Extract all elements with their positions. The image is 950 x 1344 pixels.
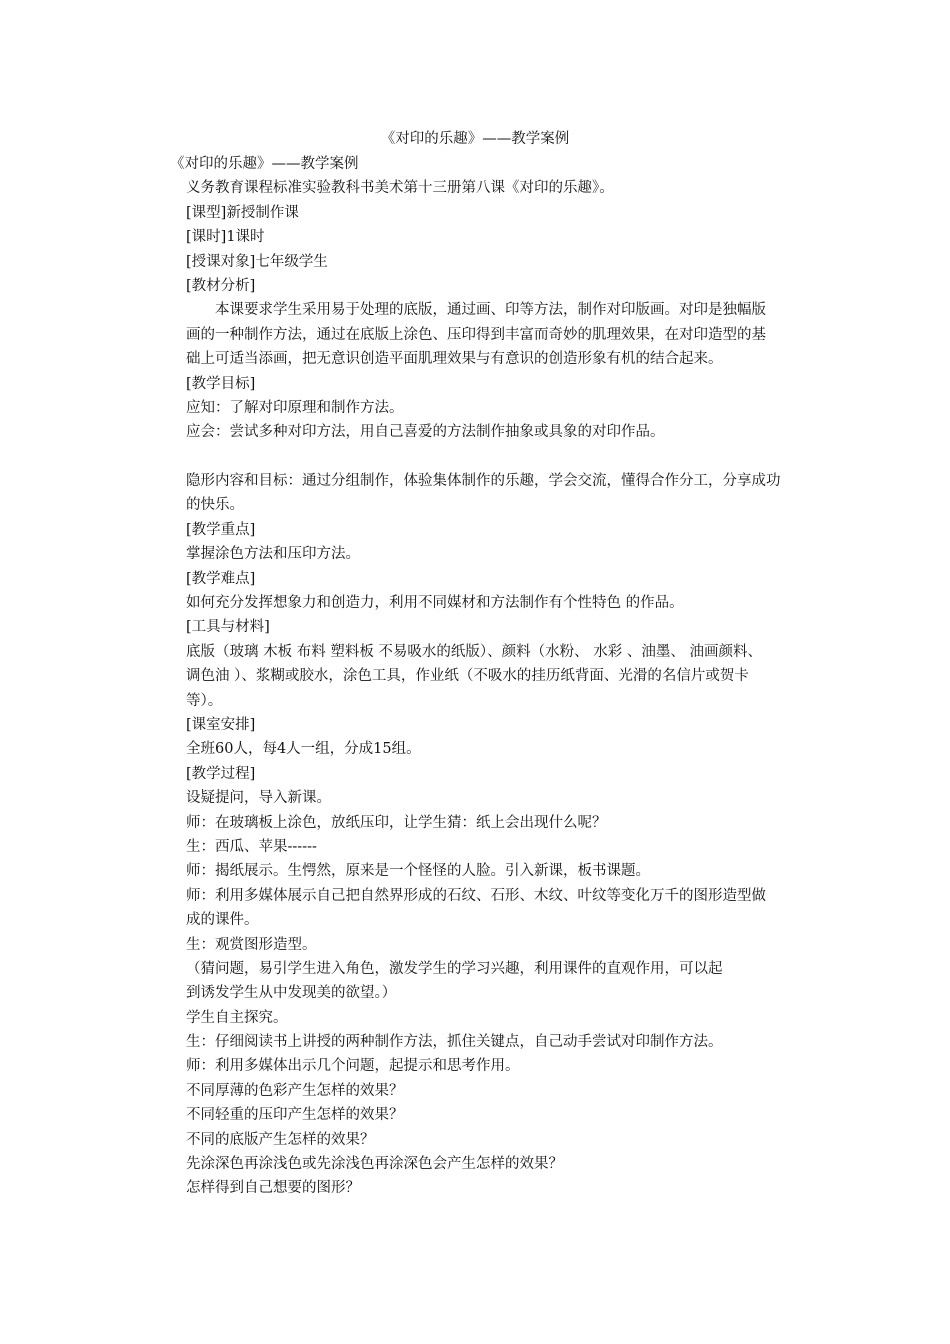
blank-line bbox=[168, 445, 818, 469]
section-heading: [教学目标] bbox=[186, 375, 256, 392]
text-line: 设疑提问，导入新课。 bbox=[186, 790, 331, 807]
text-line: （猜问题，易引学生进入角色，激发学生的学习兴趣，利用课件的直观作用，可以起 bbox=[186, 960, 723, 977]
text-line: 师：利用多媒体展示自己把自然界形成的石纹、石形、木纹、叶纹等变化万千的图形造型做 bbox=[186, 887, 766, 904]
document-title: 《对印的乐趣》——教学案例 bbox=[380, 131, 570, 147]
paragraph-line: 画的一种制作方法，通过在底版上涂色、压印得到丰富而奇妙的肌理效果，在对印造型的基 bbox=[186, 326, 766, 343]
text-line: 生：仔细阅读书上讲授的两种制作方法，抓住关键点，自己动手尝试对印制作方法。 bbox=[186, 1034, 723, 1051]
text-line: 掌握涂色方法和压印方法。 bbox=[186, 546, 360, 563]
section-heading: [教学重点] bbox=[186, 521, 256, 538]
text-line: [课型]新授制作课 bbox=[186, 204, 299, 221]
text-line: 到诱发学生从中发现美的欲望。） bbox=[186, 985, 397, 1002]
text-line: [课时]1课时 bbox=[186, 229, 265, 246]
text-line: 隐形内容和目标：通过分组制作，体验集体制作的乐趣，学会交流，懂得合作分工，分享成功 bbox=[186, 473, 781, 490]
section-heading: [课室安排] bbox=[186, 716, 256, 733]
text-line: 生：观赏图形造型。 bbox=[186, 936, 317, 953]
text-line: 师：在玻璃板上涂色，放纸压印，让学生猜：纸上会出现什么呢？ bbox=[186, 814, 607, 831]
text-line: 调色油 ）、浆糊或胶水，涂色工具，作业纸（不吸水的挂历纸背面、光滑的名信片或贺卡 bbox=[186, 668, 749, 685]
text-line: 应会：尝试多种对印方法，用自己喜爱的方法制作抽象或具象的对印作品。 bbox=[186, 424, 665, 441]
text-line: 应知：了解对印原理和制作方法。 bbox=[186, 399, 404, 416]
text-line: 成的课件。 bbox=[186, 912, 259, 929]
text-line: 等）。 bbox=[186, 692, 223, 709]
text-line: 义务教育课程标准实验教科书美术第十三册第八课《对印的乐趣》。 bbox=[186, 180, 614, 197]
paragraph-line: 本课要求学生采用易于处理的底版，通过画、印等方法，制作对印版画。对印是独幅版 bbox=[215, 302, 766, 319]
text-line: 怎样得到自己想要的图形？ bbox=[186, 1180, 360, 1197]
document-subtitle: 《对印的乐趣》——教学案例 bbox=[170, 156, 359, 172]
text-line: 全班60人，每4人一组，分成15组。 bbox=[186, 741, 421, 758]
text-line: 如何充分发挥想象力和创造力，利用不同媒材和方法制作有个性特色 的作品。 bbox=[186, 595, 684, 612]
text-line: 不同的底版产生怎样的效果？ bbox=[186, 1131, 375, 1148]
text-line: 师：揭纸展示。生愕然，原来是一个怪怪的人脸。引入新课，板书课题。 bbox=[186, 863, 650, 880]
document-body bbox=[168, 152, 818, 1201]
text-line: [授课对象]七年级学生 bbox=[186, 253, 328, 270]
text-line: 底版（玻璃 木板 布料 塑料板 不易吸水的纸版）、颜料（水粉、 水彩 、油墨、 油画颜料、 bbox=[186, 643, 763, 660]
paragraph-line: 础上可适当添画，把无意识创造平面肌理效果与有意识的创造形象有机的结合起来。 bbox=[186, 351, 723, 368]
text-line: 不同轻重的压印产生怎样的效果？ bbox=[186, 1107, 404, 1124]
text-line: 学生自主探究。 bbox=[186, 1009, 288, 1026]
section-heading: [教学过程] bbox=[186, 765, 256, 782]
text-line: 生：西瓜、苹果------ bbox=[186, 838, 317, 855]
section-heading: [教材分析] bbox=[186, 277, 256, 294]
text-line: 先涂深色再涂浅色或先涂浅色再涂深色会产生怎样的效果？ bbox=[186, 1156, 563, 1173]
text-line: 师：利用多媒体出示几个问题，起提示和思考作用。 bbox=[186, 1058, 520, 1075]
section-heading: [工具与材料] bbox=[186, 619, 270, 636]
section-heading: [教学难点] bbox=[186, 570, 256, 587]
text-line: 不同厚薄的色彩产生怎样的效果？ bbox=[186, 1082, 404, 1099]
text-line: 的快乐。 bbox=[186, 497, 244, 514]
